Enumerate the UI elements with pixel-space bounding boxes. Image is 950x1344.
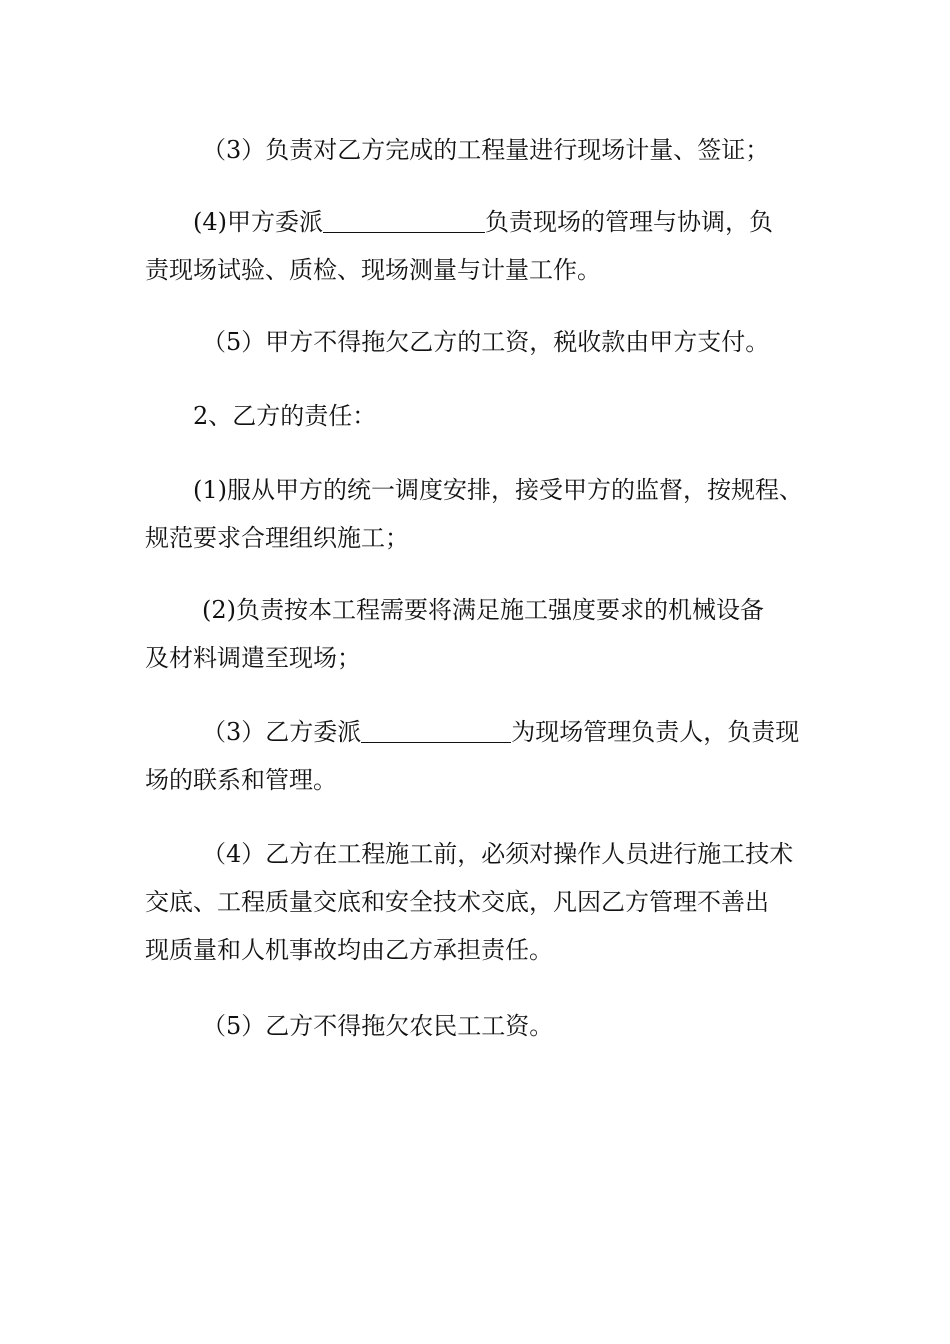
paragraph-3-party-b-delegate xyxy=(145,708,815,804)
paragraph-5-party-b-wages xyxy=(145,1002,815,1050)
paragraph-line: （5）乙方不得拖欠农民工工资。 xyxy=(202,1012,554,1040)
paragraph-5-party-a-wages xyxy=(145,318,815,366)
paragraph-text: 为现场管理负责人，负责现 xyxy=(511,718,800,746)
section-heading-party-b-responsibilities xyxy=(145,392,815,440)
paragraph-line: 责现场试验、质检、现场测量与计量工作。 xyxy=(145,256,601,284)
paragraph-line: 场的联系和管理。 xyxy=(145,766,337,794)
paragraph-4-technical-briefing xyxy=(145,830,815,974)
paragraph-line: (2)负责按本工程需要将满足施工强度要求的机械设备 xyxy=(202,596,764,624)
paragraph-line: 及材料调遣至现场； xyxy=(145,644,361,672)
paragraph-line xyxy=(145,708,815,756)
section-heading: 2、乙方的责任： xyxy=(193,402,377,430)
paragraph-line: （5）甲方不得拖欠乙方的工资，税收款由甲方支付。 xyxy=(202,328,770,356)
paragraph-line xyxy=(145,198,815,246)
paragraph-line: (1)服从甲方的统一调度安排，接受甲方的监督，按规程、 xyxy=(193,476,803,504)
paragraph-text: 负责现场的管理与协调，负 xyxy=(485,208,773,236)
paragraph-line: 规范要求合理组织施工； xyxy=(145,524,409,552)
paragraph-line: 交底、工程质量交底和安全技术交底，凡因乙方管理不善出 xyxy=(145,888,769,916)
paragraph-line: （4）乙方在工程施工前，必须对操作人员进行施工技术 xyxy=(202,840,794,868)
paragraph-3-measurement xyxy=(145,126,815,174)
fill-in-blank-party-b-delegate[interactable] xyxy=(361,720,511,743)
paragraph-line: 现质量和人机事故均由乙方承担责任。 xyxy=(145,936,553,964)
fill-in-blank-party-a-delegate[interactable] xyxy=(323,210,485,233)
paragraph-text: （3）乙方委派 xyxy=(202,718,362,746)
paragraph-text: (4)甲方委派 xyxy=(193,208,323,236)
paragraph-2-equipment xyxy=(145,586,815,682)
paragraph-1-obey-dispatch xyxy=(145,466,815,562)
paragraph-line: （3）负责对乙方完成的工程量进行现场计量、签证； xyxy=(202,136,770,164)
paragraph-4-party-a-delegate xyxy=(145,198,815,294)
